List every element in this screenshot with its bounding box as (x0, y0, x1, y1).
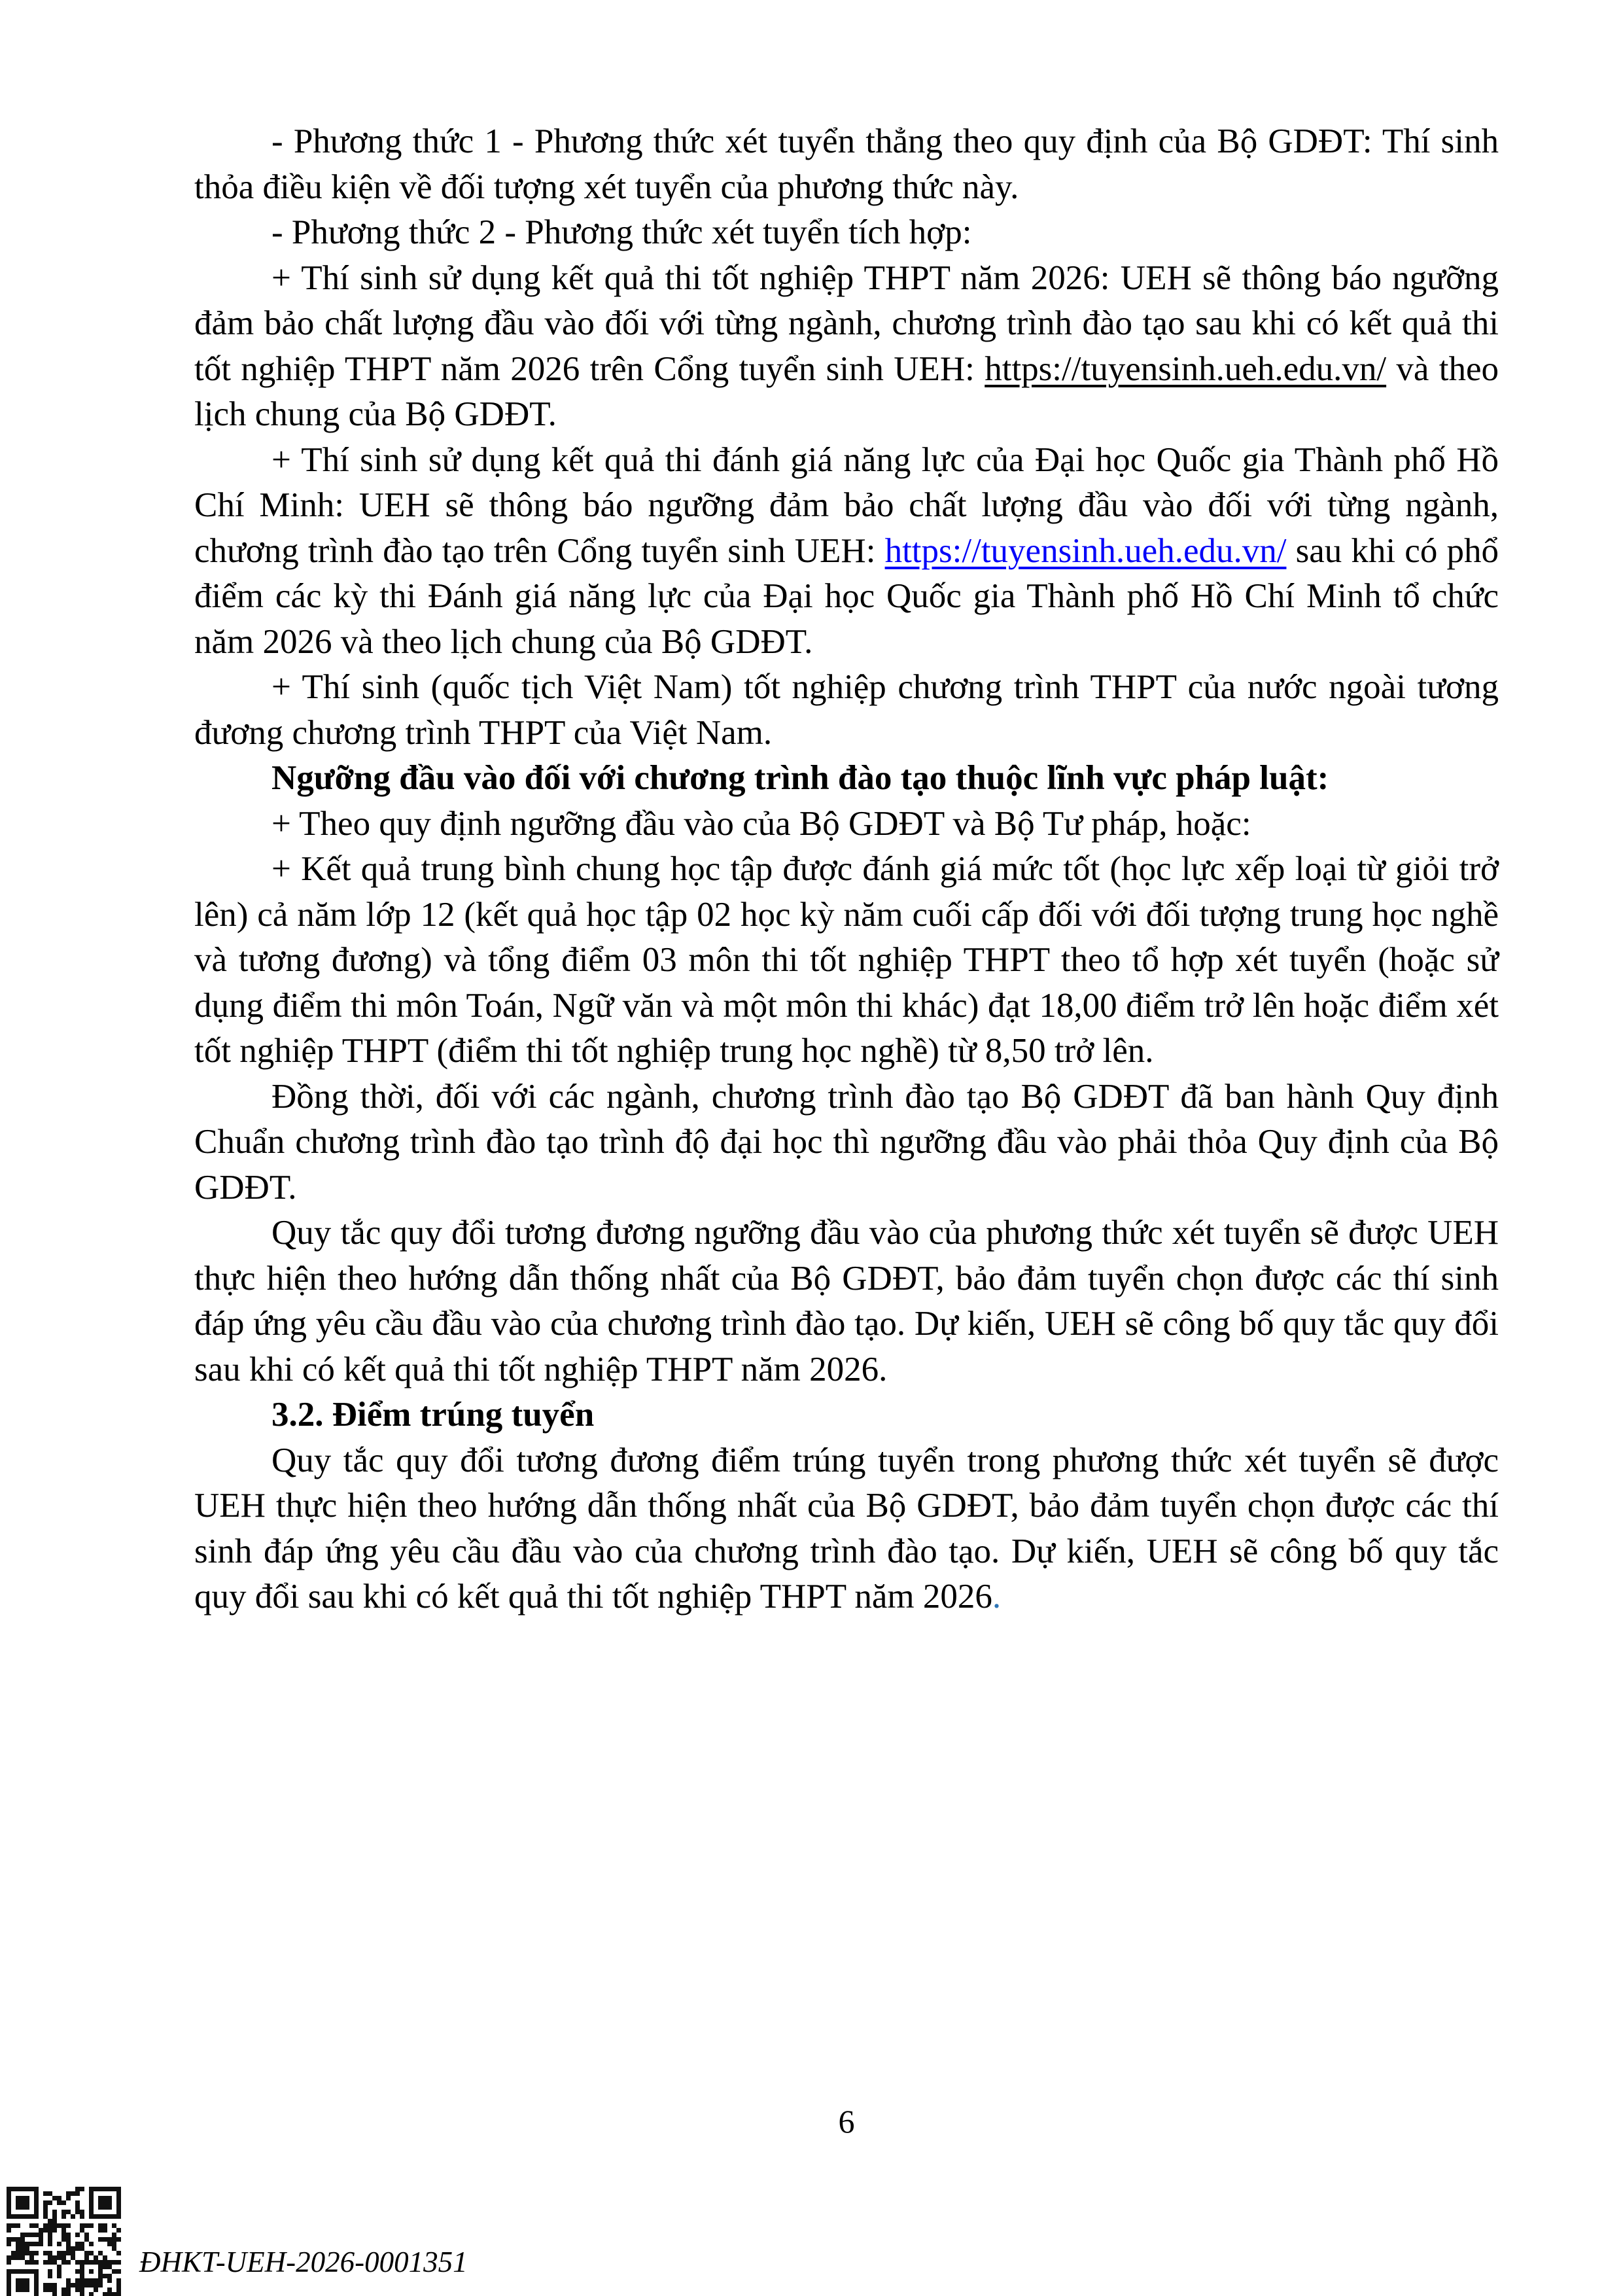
text-run: + Thí sinh sử dụng kết quả thi đánh giá năng lực của Đại học Quốc gia Thành phố Hồ Chí Minh: UEH sẽ thông báo ngưỡng đảm bảo chất lượng đầu vào đối với từng ngành, chương trình đào tạo trên Cổng tuyển sinh UEH: (194, 440, 1499, 570)
document-body (194, 119, 1499, 1620)
paragraph-danh-gia-nang-luc (194, 438, 1499, 665)
text-run: và theo lịch chung của Bộ GDĐT. (194, 349, 1499, 433)
text-run: Đồng thời, đối với các ngành, chương trình đào tạo Bộ GDĐT đã ban hành Quy định Chuẩn chương trình đào tạo trình độ đại học thì ngưỡng đầu vào phải thỏa Quy định của Bộ GDĐT. (194, 1077, 1499, 1207)
text-run: 3.2. Điểm trúng tuyển (271, 1396, 595, 1434)
text-run: + Thí sinh sử dụng kết quả thi tốt nghiệp THPT năm 2026: UEH sẽ thông báo ngưỡng đảm bảo chất lượng đầu vào đối với từng ngành, chương trình đào tạo sau khi có kết quả thi tốt nghiệp THPT năm 2026 trên Cổng tuyển sinh UEH: (194, 258, 1499, 388)
heading-3-2-diem-trung-tuyen (194, 1392, 1499, 1438)
paragraph-dong-thoi (194, 1074, 1499, 1211)
qr-code (7, 2187, 121, 2296)
paragraph-law-regulation (194, 802, 1499, 847)
text-run: - Phương thức 1 - Phương thức xét tuyển thẳng theo quy định của Bộ GDĐT: Thí sinh thỏa điều kiện về đối tượng xét tuyển của phương thức này. (194, 122, 1499, 206)
tuyensinh-link[interactable]: https://tuyensinh.ueh.edu.vn/ (884, 531, 1287, 570)
paragraph-thpt-2026 (194, 256, 1499, 438)
text-run: + Kết quả trung bình chung học tập được đánh giá mức tốt (học lực xếp loại từ giỏi trở lên) cả năm lớp 12 (kết quả học tập 02 học kỳ năm cuối cấp đối với đối tượng trung học nghề và tương đương) và tổng điểm 03 môn thi tốt nghiệp THPT theo tổ hợp xét tuyển (hoặc sử dụng điểm thi môn Toán, Ngữ văn và một môn thi khác) đạt 18,00 điểm trở lên hoặc điểm xét tốt nghiệp THPT (điểm thi tốt nghiệp trung học nghề) từ 8,50 trở lên. (194, 850, 1499, 1070)
page-number: 6 (838, 2103, 855, 2140)
text-run: Quy tắc quy đổi tương đương điểm trúng tuyển trong phương thức xét tuyển sẽ được UEH thực hiện theo hướng dẫn thống nhất của Bộ GDĐT, bảo đảm tuyển chọn được các thí sinh đáp ứng yêu cầu đầu vào của chương trình đào tạo. Dự kiến, UEH sẽ công bố quy tắc quy đổi sau khi có kết quả thi tốt nghiệp THPT năm 2026 (194, 1441, 1499, 1616)
text-run: + Thí sinh (quốc tịch Việt Nam) tốt nghiệp chương trình THPT của nước ngoài tương đương chương trình THPT của Việt Nam. (194, 668, 1499, 752)
paragraph-law-gpa (194, 847, 1499, 1074)
text-run: sau khi có phổ điểm các kỳ thi Đánh giá năng lực của Đại học Quốc gia Thành phố Hồ Chí Minh tổ chức năm 2026 và theo lịch chung của Bộ GDĐT. (194, 531, 1499, 661)
text-run: Ngưỡng đầu vào đối với chương trình đào tạo thuộc lĩnh vực pháp luật: (271, 759, 1329, 797)
text-run: + Theo quy định ngưỡng đầu vào của Bộ GDĐT và Bộ Tư pháp, hoặc: (271, 804, 1251, 843)
paragraph-quy-tac-nguong (194, 1210, 1499, 1392)
heading-law-threshold (194, 756, 1499, 802)
text-run: - Phương thức 2 - Phương thức xét tuyển tích hợp: (271, 213, 972, 251)
text-run: Quy tắc quy đổi tương đương ngưỡng đầu vào của phương thức xét tuyển sẽ được UEH thực hiện theo hướng dẫn thống nhất của Bộ GDĐT, bảo đảm tuyển chọn được các thí sinh đáp ứng yêu cầu đầu vào của chương trình đào tạo. Dự kiến, UEH sẽ công bố quy tắc quy đổi sau khi có kết quả thi tốt nghiệp THPT năm 2026. (194, 1214, 1499, 1388)
paragraph-method-1 (194, 119, 1499, 210)
text-run: . (992, 1578, 1002, 1616)
tuyensinh-link[interactable]: https://tuyensinh.ueh.edu.vn/ (985, 349, 1387, 388)
paragraph-foreign-thpt (194, 665, 1499, 756)
document-code: ĐHKT-UEH-2026-0001351 (139, 2246, 468, 2278)
paragraph-method-2 (194, 210, 1499, 256)
paragraph-quy-tac-diem (194, 1438, 1499, 1620)
